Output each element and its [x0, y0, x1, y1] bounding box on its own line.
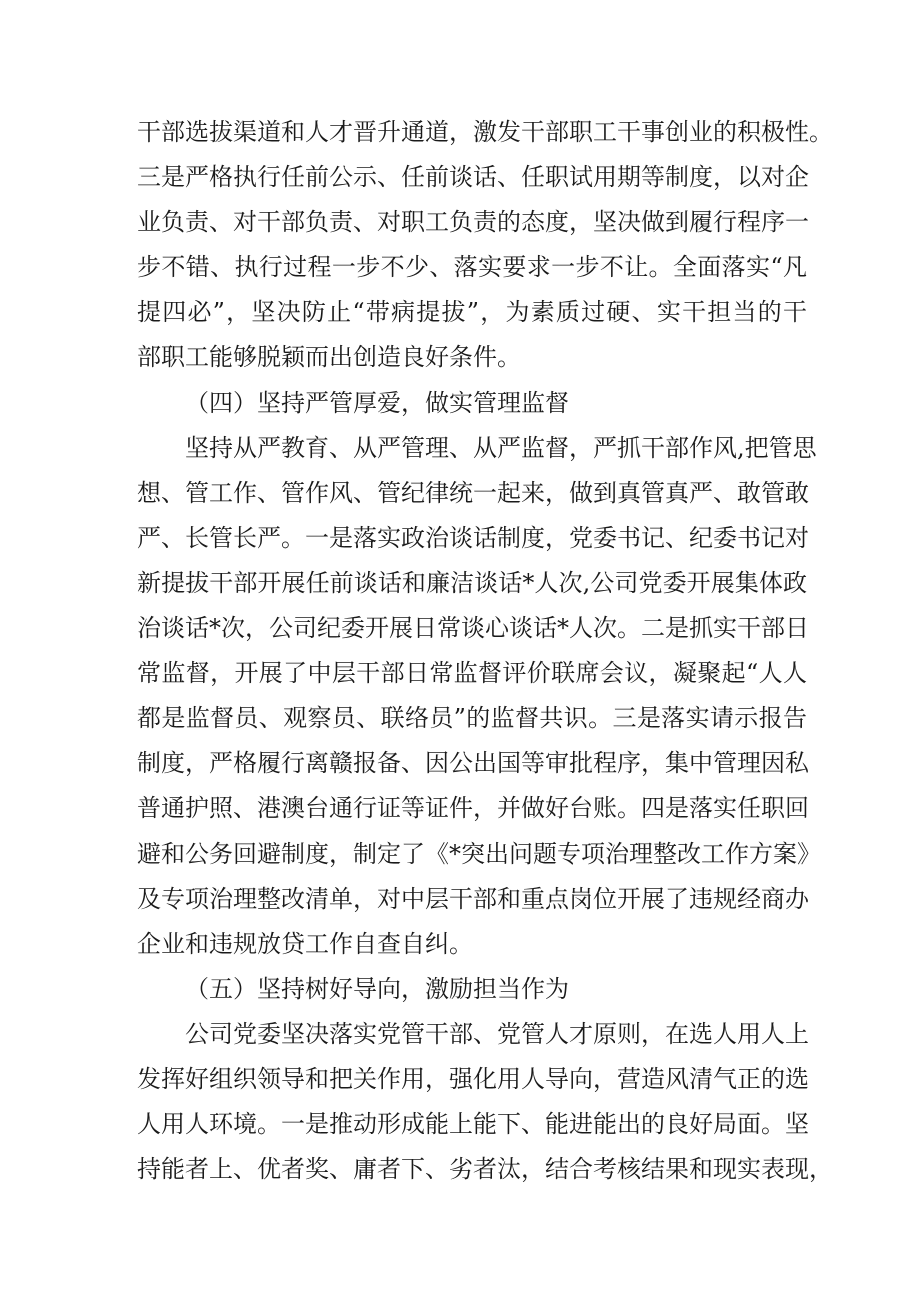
- paragraph-line: 常监督，开展了中层干部日常监督评价联席会议，凝聚起“人人: [137, 659, 807, 688]
- paragraph-line: 新提拔干部开展任前谈话和廉洁谈话*人次,公司党委开展集体政: [137, 568, 807, 597]
- paragraph-line: 治谈话*次，公司纪委开展日常谈心谈话*人次。二是抓实干部日: [137, 614, 809, 643]
- paragraph-line: 企业和违规放贷工作自查自纠。: [137, 929, 473, 958]
- paragraph-line: 人用人环境。一是推动形成能上能下、能进能出的良好局面。坚: [137, 1110, 809, 1139]
- paragraph-line: 三是严格执行任前公示、任前谈话、任职试用期等制度，以对企: [137, 163, 809, 192]
- paragraph-line: 制度，严格履行离赣报备、因公出国等审批程序，集中管理因私: [137, 749, 809, 778]
- paragraph-line: 公司党委坚决落实党管干部、党管人才原则，在选人用人上: [185, 1019, 809, 1048]
- paragraph-line: 业负责、对干部负责、对职工负责的态度，坚决做到履行程序一: [137, 208, 809, 237]
- paragraph-line: 坚持从严教育、从严管理、从严监督，严抓干部作风,把管思: [185, 433, 817, 462]
- section-heading: （四）坚持严管厚爱，做实管理监督: [185, 388, 569, 417]
- section-heading: （五）坚持树好导向，激励担当作为: [185, 974, 569, 1003]
- paragraph-line: 严、长管长严。一是落实政治谈话制度，党委书记、纪委书记对: [137, 523, 809, 552]
- body-text: [137, 110, 833, 1192]
- paragraph-line: 普通护照、港澳台通行证等证件，并做好台账。四是落实任职回: [137, 794, 809, 823]
- paragraph-line: 步不错、执行过程一步不少、落实要求一步不让。全面落实“凡: [137, 253, 807, 282]
- paragraph-line: 持能者上、优者奖、庸者下、劣者汰，结合考核结果和现实表现，: [137, 1155, 833, 1184]
- paragraph-line: 都是监督员、观察员、联络员”的监督共识。三是落实请示报告: [137, 704, 807, 733]
- paragraph-line: 及专项治理整改清单，对中层干部和重点岗位开展了违规经商办: [137, 884, 809, 913]
- paragraph-line: 避和公务回避制度，制定了《*突出问题专项治理整改工作方案》: [137, 839, 821, 868]
- paragraph-line: 提四必”，坚决防止“带病提拔”，为素质过硬、实干担当的干: [137, 298, 807, 327]
- paragraph-line: 发挥好组织领导和把关作用，强化用人导向，营造风清气正的选: [137, 1064, 809, 1093]
- paragraph-line: 干部选拔渠道和人才晋升通道，激发干部职工干事创业的积极性。: [137, 118, 833, 146]
- paragraph-line: 部职工能够脱颖而出创造良好条件。: [137, 343, 521, 372]
- paragraph-line: 想、管工作、管作风、管纪律统一起来，做到真管真严、敢管敢: [137, 478, 809, 507]
